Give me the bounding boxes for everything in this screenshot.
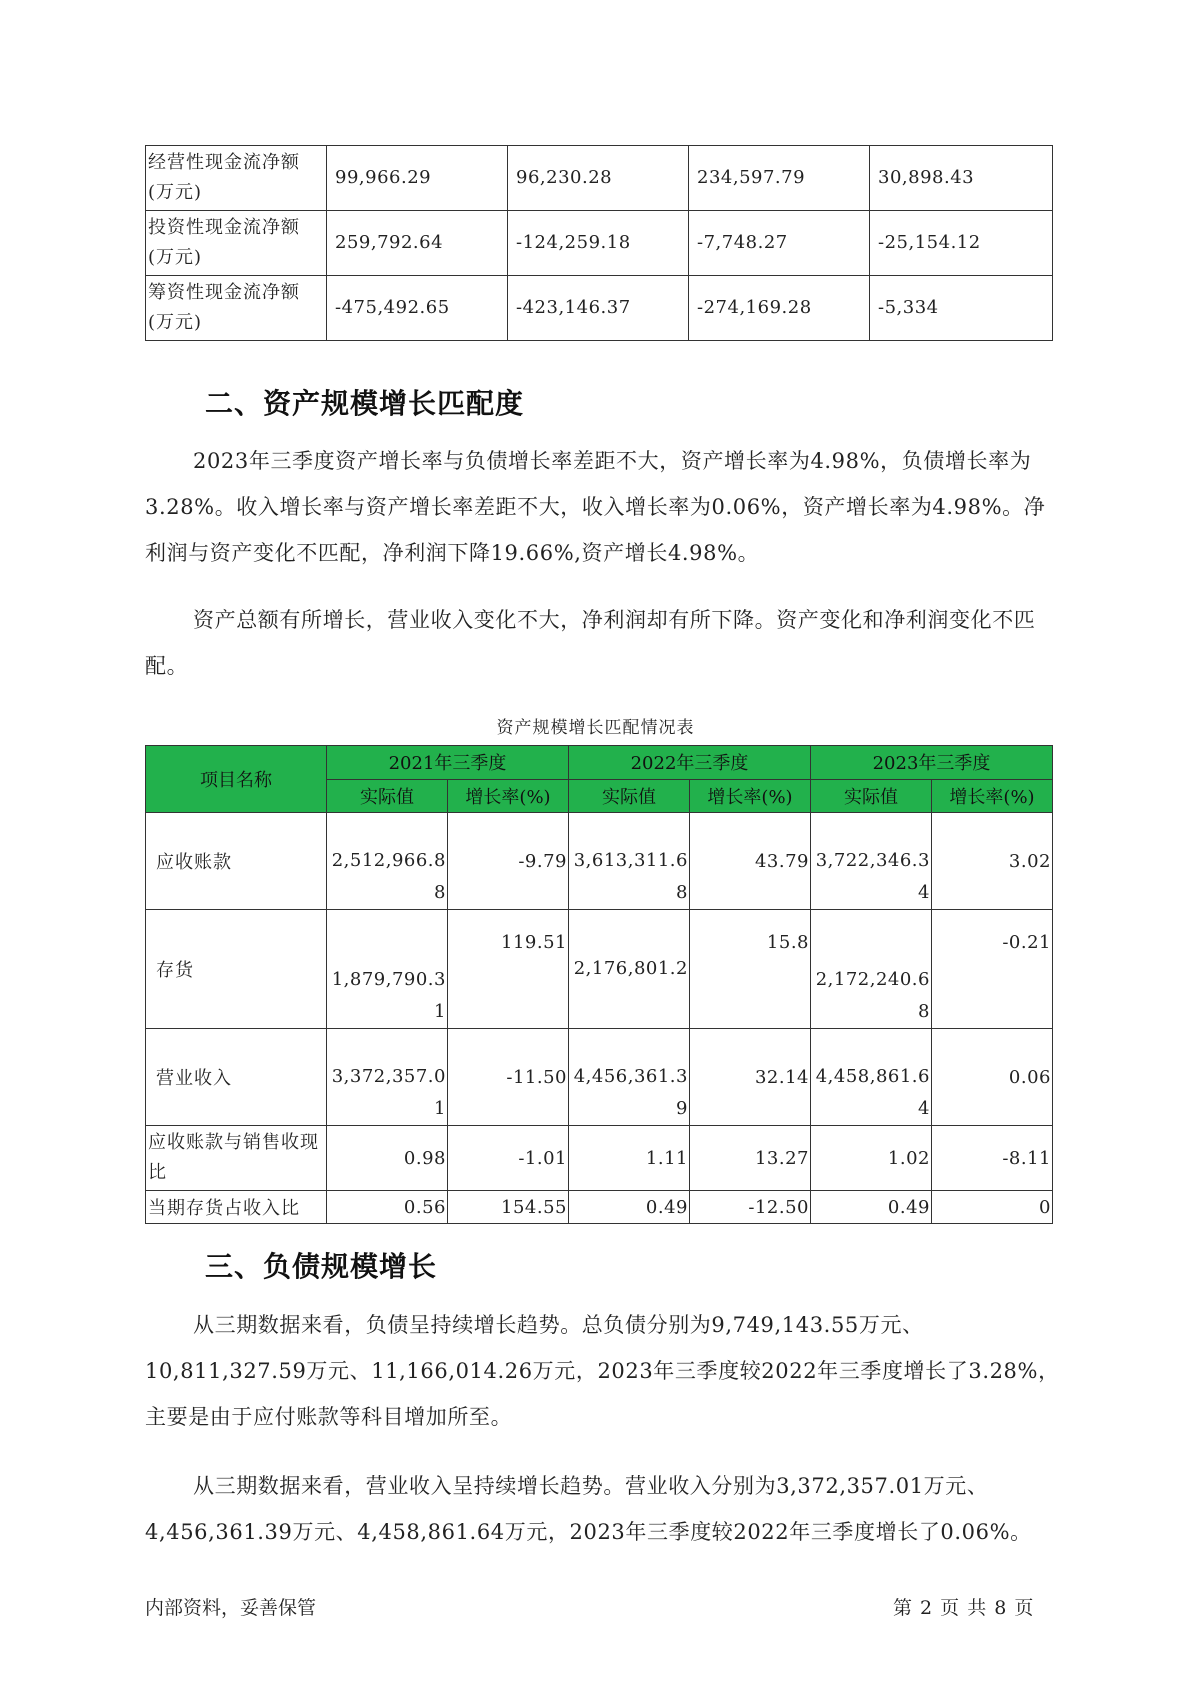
table-cell: 3,613,311.68 — [569, 813, 690, 910]
column-header: 2022年三季度 — [569, 746, 811, 780]
row-label: 存货 — [146, 910, 327, 1029]
table-cell: 3,372,357.01 — [327, 1029, 448, 1126]
table-cell: 99,966.29 — [327, 146, 508, 211]
section-heading: 二、资产规模增长匹配度 — [205, 387, 525, 420]
table-row — [146, 910, 1053, 1029]
row-label: 经营性现金流净额(万元) — [146, 146, 327, 211]
column-header: 实际值 — [569, 779, 690, 813]
table-cell: 96,230.28 — [508, 146, 689, 211]
row-label: 应收账款 — [146, 813, 327, 910]
paragraph: 2023年三季度资产增长率与负债增长率差距不大，资产增长率为4.98%，负债增长率为3.28%。收入增长率与资产增长率差距不大，收入增长率为0.06%，资产增长率为4.98%。净利润与资产变化不匹配，净利润下降19.66%,资产增长4.98%。 — [145, 449, 1046, 565]
table-cell: 32.14 — [690, 1029, 811, 1126]
row-label: 投资性现金流净额(万元) — [146, 211, 327, 276]
table-cell: 43.79 — [690, 813, 811, 910]
table-cell: 0.49 — [569, 1191, 690, 1224]
table-cell: 0 — [932, 1191, 1053, 1224]
table-cell: 1,879,790.31 — [327, 910, 448, 1029]
table-cell: -0.21 — [932, 910, 1053, 1029]
table-cell: 0.56 — [327, 1191, 448, 1224]
table-cell: -8.11 — [932, 1126, 1053, 1191]
column-header: 2023年三季度 — [811, 746, 1053, 780]
table-row — [146, 211, 1053, 276]
column-header: 增长率(%) — [690, 779, 811, 813]
column-header: 项目名称 — [146, 746, 327, 813]
table-row — [146, 276, 1053, 341]
table-cell: 2,176,801.2 — [569, 910, 690, 1029]
table-cell: -25,154.12 — [870, 211, 1053, 276]
table-cell: -1.01 — [448, 1126, 569, 1191]
table-cell: 4,456,361.39 — [569, 1029, 690, 1126]
table-cell: -475,492.65 — [327, 276, 508, 341]
column-header: 2021年三季度 — [327, 746, 569, 780]
table-cell: 4,458,861.64 — [811, 1029, 932, 1126]
table-row — [146, 146, 1053, 211]
table-cell: 0.49 — [811, 1191, 932, 1224]
table-cell: 154.55 — [448, 1191, 569, 1224]
table-cell: 3.02 — [932, 813, 1053, 910]
table-cell: 30,898.43 — [870, 146, 1053, 211]
table-cell: -11.50 — [448, 1029, 569, 1126]
table-cell: 259,792.64 — [327, 211, 508, 276]
paragraph: 从三期数据来看，营业收入呈持续增长趋势。营业收入分别为3,372,357.01万元、4,456,361.39万元、4,458,861.64万元，2023年三季度较2022年三季度增长了0.06%。 — [145, 1474, 1032, 1544]
footer-note: 内部资料，妥善保管 — [145, 1597, 317, 1619]
table-cell: 3,722,346.34 — [811, 813, 932, 910]
table-cell: 1.11 — [569, 1126, 690, 1191]
table-cell: -124,259.18 — [508, 211, 689, 276]
table-cell: -7,748.27 — [689, 211, 870, 276]
table-cell: -12.50 — [690, 1191, 811, 1224]
asset-growth-table — [145, 745, 1053, 1224]
row-label: 当期存货占收入比 — [146, 1191, 327, 1224]
column-header: 增长率(%) — [448, 779, 569, 813]
table-cell: 2,512,966.88 — [327, 813, 448, 910]
table-cell: 15.8 — [690, 910, 811, 1029]
table-cell: 13.27 — [690, 1126, 811, 1191]
table-caption: 资产规模增长匹配情况表 — [496, 718, 695, 738]
table-row — [146, 1191, 1053, 1224]
column-header: 增长率(%) — [932, 779, 1053, 813]
row-label: 筹资性现金流净额(万元) — [146, 276, 327, 341]
table-cell: 1.02 — [811, 1126, 932, 1191]
table-header-row — [146, 746, 1053, 780]
table-row — [146, 1029, 1053, 1126]
section-heading: 三、负债规模增长 — [205, 1250, 438, 1283]
table-cell: 0.98 — [327, 1126, 448, 1191]
cashflow-table — [145, 145, 1053, 341]
row-label: 营业收入 — [146, 1029, 327, 1126]
page-number: 第 2 页 共 8 页 — [893, 1597, 1035, 1619]
column-header: 实际值 — [811, 779, 932, 813]
paragraph: 从三期数据来看，负债呈持续增长趋势。总负债分别为9,749,143.55万元、10,811,327.59万元、11,166,014.26万元，2023年三季度较2022年三季度增长了3.28%，主要是由于应付账款等科目增加所至。 — [145, 1313, 1060, 1429]
table-row — [146, 1126, 1053, 1191]
table-cell: -423,146.37 — [508, 276, 689, 341]
table-cell: 2,172,240.68 — [811, 910, 932, 1029]
table-cell: -5,334 — [870, 276, 1053, 341]
column-header: 实际值 — [327, 779, 448, 813]
table-cell: -9.79 — [448, 813, 569, 910]
table-row — [146, 813, 1053, 910]
table-cell: 0.06 — [932, 1029, 1053, 1126]
row-label: 应收账款与销售收现比 — [146, 1126, 327, 1191]
table-cell: -274,169.28 — [689, 276, 870, 341]
table-cell: 234,597.79 — [689, 146, 870, 211]
table-cell: 119.51 — [448, 910, 569, 1029]
paragraph: 资产总额有所增长，营业收入变化不大，净利润却有所下降。资产变化和净利润变化不匹配。 — [145, 608, 1036, 678]
